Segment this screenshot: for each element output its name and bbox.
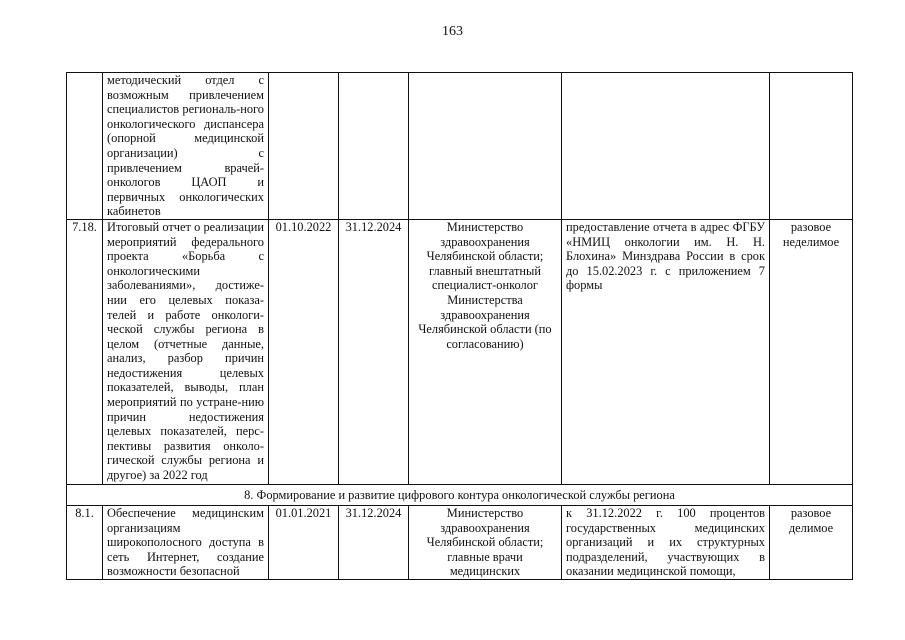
responsible-cell — [409, 73, 562, 220]
event-text: Итоговый отчет о реализации мероприятий федерального проекта «Борьба с онкологическими заболеваниями», достиже-нии его целевых показа-телей и работе онкологи-ческой службы региона в целом (отчетные данные, анализ, разбор причин недостижения целевых показателей, выводы, план мероприятий по устране-нию причин недостижения целевых показателей, перс-пективы развития онколо-гической службы региона и другое) за 2022 год — [107, 219, 264, 483]
table-row — [67, 505, 853, 579]
end-date-cell: 31.12.2024 — [339, 219, 409, 484]
event-text: Обеспечение медицинским организациям широкополосного доступа в сеть Интернет, создание возможности безопасной — [107, 505, 264, 579]
event-type-cell — [770, 73, 853, 220]
result-cell: предоставление отчета в адрес ФГБУ «НМИЦ онкологии им. Н. Н. Блохина» Минздрава России в срок до 15.02.2023 г. с приложением 7 формы — [562, 219, 770, 484]
start-date-cell — [269, 73, 339, 220]
event-cell — [103, 73, 269, 220]
row-number-cell: 7.18. — [67, 219, 103, 484]
start-date-cell: 01.10.2022 — [269, 219, 339, 484]
table-row — [67, 73, 853, 220]
row-number-cell: 8.1. — [67, 505, 103, 579]
page-number: 163 — [442, 24, 463, 39]
event-cell — [103, 505, 269, 579]
event-cell — [103, 219, 269, 484]
row-number-cell — [67, 73, 103, 220]
section-header-row — [67, 484, 853, 505]
event-type-cell: разовое делимое — [770, 505, 853, 579]
start-date-cell: 01.01.2021 — [269, 505, 339, 579]
responsible-cell: Министерство здравоохранения Челябинской области; главные врачи медицинских — [409, 505, 562, 579]
responsible-cell: Министерство здравоохранения Челябинской области; главный внештатный специалист-онколог Министерства здравоохранения Челябинской области (по согласованию) — [409, 219, 562, 484]
end-date-cell — [339, 73, 409, 220]
table-row — [67, 219, 853, 484]
event-type-cell: разовое неделимое — [770, 219, 853, 484]
end-date-cell: 31.12.2024 — [339, 505, 409, 579]
section-title: 8. Формирование и развитие цифрового контура онкологической службы региона — [67, 484, 853, 505]
result-cell — [562, 73, 770, 220]
event-text: методический отдел с возможным привлечением специалистов региональ-ного онкологического диспансера (опорной медицинской организации) с привлечением врачей-онкологов ЦАОП и первичных онкологических кабинетов — [107, 73, 264, 219]
plan-table — [66, 72, 853, 580]
result-cell: к 31.12.2022 г. 100 процентов государственных медицинских организаций и их структурных подразделений, участвующих в оказании медицинской помощи, — [562, 505, 770, 579]
